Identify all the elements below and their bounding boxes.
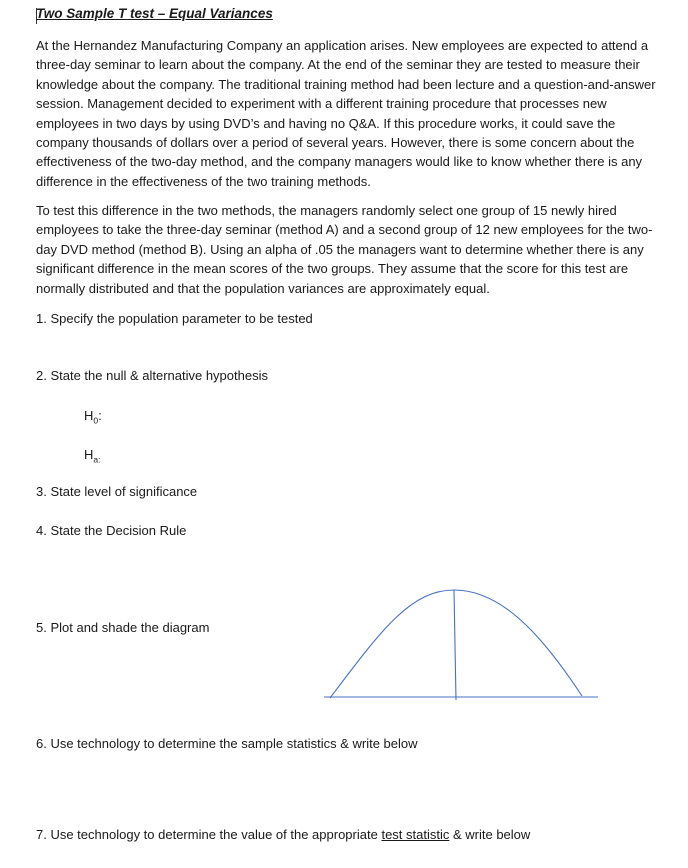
question-1: 1. Specify the population parameter to be tested	[36, 311, 313, 326]
alt-hypothesis-label: $H_{a:}$	[84, 447, 101, 465]
intro-paragraph: At the Hernandez Manufacturing Company an application arises. New employees are expected to attend a three-day seminar to learn about the company. At the end of the seminar they are tested to measure their knowledge about the company. The traditional training method had been lecture and a question-and-answer session. Management decided to experiment with a different training procedure that processes new employees in two days by using DVD’s and having no Q&A. If this procedure works, it could save the company thousands of dollars over a period of several years. However, there is some concern about the effectiveness of the two-day method, and the company managers would like to know whether there is any difference in the effectiveness of the two training methods.	[36, 38, 656, 189]
document-title: Two Sample T test – Equal Variances	[36, 6, 273, 21]
method-paragraph: To test this difference in the two methods, the managers randomly select one group of 15 newly hired employees to take the three-day seminar (method A) and a second group of 12 new employees for the two-day DVD method (method B). Using an alpha of .05 the managers want to determine whether there is any significant difference in the mean scores of the two groups. They assume that the score for this test are normally distributed and that the population variances are approximately equal.	[36, 203, 653, 296]
question-5: 5. Plot and shade the diagram	[36, 620, 210, 635]
question-2: 2. State the null & alternative hypothesis	[36, 368, 268, 383]
test-statistic-term: test statistic	[381, 827, 450, 842]
mean-line	[454, 590, 456, 700]
bell-curve-diagram	[320, 582, 602, 704]
question-4: 4. State the Decision Rule	[36, 523, 187, 538]
question-7: 7. Use technology to determine the value of the appropriate test statistic & write below	[36, 827, 531, 842]
question-6: 6. Use technology to determine the sample statistics & write below	[36, 736, 418, 751]
null-hypothesis-label: $H_0$:	[84, 408, 102, 426]
question-3: 3. State level of significance	[36, 484, 198, 499]
